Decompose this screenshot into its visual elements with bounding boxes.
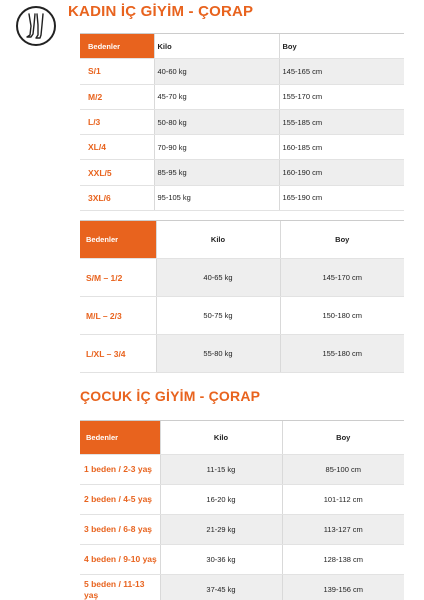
header-height: Boy [282, 421, 404, 455]
table-row [80, 485, 404, 515]
height-cell: 101-112 cm [282, 485, 404, 515]
header-weight: Kilo [156, 221, 280, 259]
size-cell: 1 beden / 2-3 yaş [80, 455, 160, 485]
size-cell: L/XL – 3/4 [80, 335, 156, 373]
weight-cell: 45-70 kg [154, 84, 279, 109]
height-cell: 145-170 cm [280, 259, 404, 297]
size-cell: M/L – 2/3 [80, 297, 156, 335]
women-size-table-1 [80, 33, 404, 211]
size-cell: 5 beden / 11-13 yaş [80, 575, 160, 600]
weight-cell: 55-80 kg [156, 335, 280, 373]
stocking-legs-icon [16, 6, 56, 46]
size-cell: 3 beden / 6-8 yaş [80, 515, 160, 545]
height-cell: 160-185 cm [279, 135, 404, 160]
table-row [80, 109, 404, 134]
header-height: Boy [280, 221, 404, 259]
weight-cell: 21-29 kg [160, 515, 282, 545]
size-cell: M/2 [80, 84, 154, 109]
table-row [80, 515, 404, 545]
height-cell: 155-180 cm [280, 335, 404, 373]
height-cell: 85-100 cm [282, 455, 404, 485]
size-cell: L/3 [80, 109, 154, 134]
table-row [80, 545, 404, 575]
height-cell: 150-180 cm [280, 297, 404, 335]
height-cell: 113-127 cm [282, 515, 404, 545]
height-cell: 128-138 cm [282, 545, 404, 575]
height-cell: 160-190 cm [279, 160, 404, 185]
table-row [80, 575, 404, 600]
header-weight: Kilo [154, 34, 279, 59]
women-size-table-2 [80, 220, 404, 373]
table-row [80, 297, 404, 335]
weight-cell: 50-80 kg [154, 109, 279, 134]
header-height: Boy [279, 34, 404, 59]
table-row [80, 259, 404, 297]
table-row [80, 335, 404, 373]
size-cell: S/M – 1/2 [80, 259, 156, 297]
height-cell: 155-185 cm [279, 109, 404, 134]
table-row [80, 160, 404, 185]
weight-cell: 30-36 kg [160, 545, 282, 575]
weight-cell: 37-45 kg [160, 575, 282, 600]
weight-cell: 40-65 kg [156, 259, 280, 297]
weight-cell: 50-75 kg [156, 297, 280, 335]
header-sizes: Bedenler [80, 221, 156, 259]
size-cell: XXL/5 [80, 160, 154, 185]
height-cell: 145-165 cm [279, 59, 404, 84]
table-header-row [80, 34, 404, 59]
height-cell: 139-156 cm [282, 575, 404, 600]
weight-cell: 40-60 kg [154, 59, 279, 84]
height-cell: 155-170 cm [279, 84, 404, 109]
weight-cell: 85-95 kg [154, 160, 279, 185]
size-cell: 3XL/6 [80, 185, 154, 210]
table-row [80, 185, 404, 210]
header-weight: Kilo [160, 421, 282, 455]
table-row [80, 135, 404, 160]
size-cell: XL/4 [80, 135, 154, 160]
weight-cell: 11-15 kg [160, 455, 282, 485]
table-row [80, 455, 404, 485]
size-cell: 4 beden / 9-10 yaş [80, 545, 160, 575]
weight-cell: 16-20 kg [160, 485, 282, 515]
kids-section-title: ÇOCUK İÇ GİYİM - ÇORAP [80, 388, 261, 404]
size-cell: 2 beden / 4-5 yaş [80, 485, 160, 515]
weight-cell: 70-90 kg [154, 135, 279, 160]
women-section-title: KADIN İÇ GİYİM - ÇORAP [68, 3, 254, 20]
weight-cell: 95-105 kg [154, 185, 279, 210]
header-sizes: Bedenler [80, 34, 154, 59]
table-row [80, 84, 404, 109]
size-cell: S/1 [80, 59, 154, 84]
height-cell: 165-190 cm [279, 185, 404, 210]
kids-size-table [80, 420, 404, 600]
header-sizes: Bedenler [80, 421, 160, 455]
table-row [80, 59, 404, 84]
table-header-row [80, 421, 404, 455]
table-header-row [80, 221, 404, 259]
